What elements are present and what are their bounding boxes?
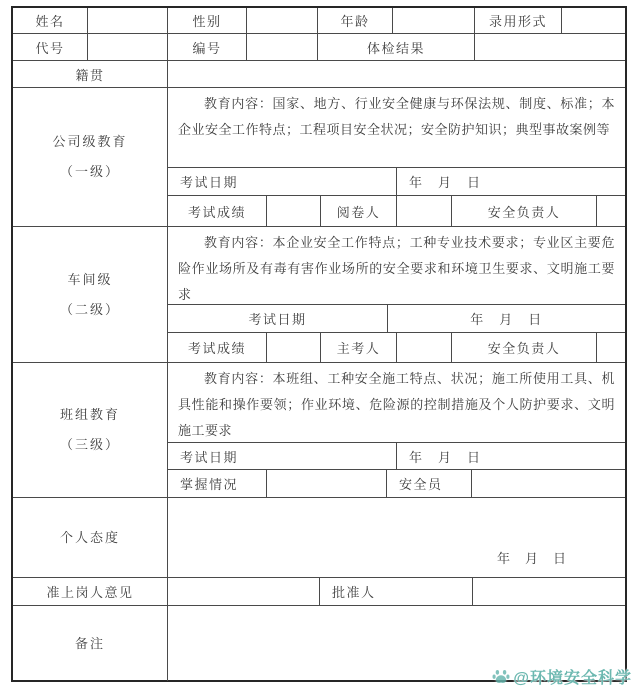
team-mastery-input-cell	[267, 470, 387, 497]
workshop-level-title	[13, 227, 168, 362]
team-level-title	[13, 363, 168, 497]
team-exam-date-label-cell: 考试日期	[168, 443, 397, 469]
workshop-education-content: 教育内容：本企业安全工作特点；工种专业技术要求；专业区主要危险作业场所及有毒有害作业场所的安全要求和环境卫生要求、文明施工要求	[168, 227, 625, 305]
number-input-cell	[247, 34, 318, 60]
age-input-cell	[393, 8, 475, 33]
gender-label-cell: 性别	[168, 8, 247, 33]
age-label-cell: 年龄	[318, 8, 393, 33]
workshop-level-title-line2: （二级）	[59, 301, 120, 317]
company-exam-score-input-cell	[267, 196, 321, 226]
code-label-cell: 代号	[13, 34, 88, 60]
personal-attitude-section	[13, 498, 625, 578]
watermark	[492, 665, 632, 688]
workshop-level-title-line1: 车间级	[67, 271, 113, 287]
team-safety-officer-input-cell	[472, 470, 625, 497]
company-level-section	[13, 88, 625, 227]
company-grader-label-cell: 阅卷人	[321, 196, 397, 226]
company-level-title	[13, 88, 168, 226]
team-safety-officer-label-cell: 安全员	[387, 470, 472, 497]
workshop-safety-director-label-cell: 安全负责人	[452, 333, 597, 362]
number-label-cell: 编号	[168, 34, 247, 60]
company-level-title-line2: （一级）	[59, 164, 120, 179]
workshop-exam-date-label-cell: 考试日期	[168, 305, 388, 332]
company-exam-score-label-cell: 考试成绩	[168, 196, 267, 226]
team-level-section	[13, 363, 625, 498]
name-input-cell	[88, 8, 168, 33]
workshop-level-section	[13, 227, 625, 363]
remarks-label: 备注	[13, 606, 168, 681]
company-exam-date-value-cell: 年 月 日	[409, 175, 482, 190]
team-exam-date-value-cell: 年 月 日	[409, 449, 482, 465]
company-grader-input-cell	[397, 196, 452, 226]
company-exam-date-label-cell: 考试日期	[168, 168, 397, 195]
workshop-safety-director-input-cell	[597, 333, 625, 362]
approval-opinion-input-cell	[168, 578, 320, 605]
header-row-2	[13, 34, 625, 61]
workshop-exam-date-value-cell: 年 月 日	[470, 312, 543, 327]
personal-attitude-input-cell	[168, 498, 625, 577]
workshop-exam-score-label-cell: 考试成绩	[168, 333, 267, 362]
name-label-cell: 姓名	[13, 8, 88, 33]
physical-exam-input-cell	[475, 34, 625, 60]
company-safety-director-label-cell: 安全负责人	[452, 196, 597, 226]
safety-education-form	[11, 6, 627, 682]
native-place-label-cell: 籍贯	[13, 61, 168, 87]
gender-input-cell	[247, 8, 318, 33]
physical-exam-label-cell: 体检结果	[318, 34, 475, 60]
company-level-title-line1: 公司级教育	[52, 134, 128, 150]
team-level-title-line1: 班组教育	[59, 407, 120, 423]
header-row-1	[13, 8, 625, 34]
approval-label-cell: 准上岗人意见	[13, 578, 168, 605]
code-input-cell	[88, 34, 168, 60]
company-safety-director-input-cell	[597, 196, 625, 226]
workshop-chief-examiner-label-cell: 主考人	[321, 333, 397, 362]
native-place-input-cell	[168, 61, 625, 87]
team-mastery-label-cell: 掌握情况	[168, 470, 267, 497]
personal-attitude-label: 个人态度	[13, 498, 168, 577]
workshop-exam-score-input-cell	[267, 333, 321, 362]
header-row-3	[13, 61, 625, 88]
recruitment-input-cell	[562, 8, 625, 33]
personal-attitude-date-value: 年 月 日	[496, 551, 567, 566]
workshop-chief-examiner-input-cell	[397, 333, 452, 362]
approval-row	[13, 578, 625, 606]
company-education-content: 教育内容：国家、地方、行业安全健康与环保法规、制度、标准；本企业安全工作特点；工程项目安全状况；安全防护知识；典型事故案例等	[168, 88, 625, 168]
approver-label-cell: 批准人	[320, 578, 473, 605]
team-level-title-line2: （三级）	[59, 437, 120, 452]
recruitment-label-cell: 录用形式	[475, 8, 562, 33]
watermark-text: @环境安全科学	[513, 670, 632, 687]
approver-input-cell	[473, 578, 625, 605]
team-education-content: 教育内容：本班组、工种安全施工特点、状况；施工所使用工具、机具性能和操作要领；作业环境、危险源的控制措施及个人防护要求、文明施工要求	[168, 363, 625, 443]
baidu-paw-icon	[492, 668, 510, 686]
